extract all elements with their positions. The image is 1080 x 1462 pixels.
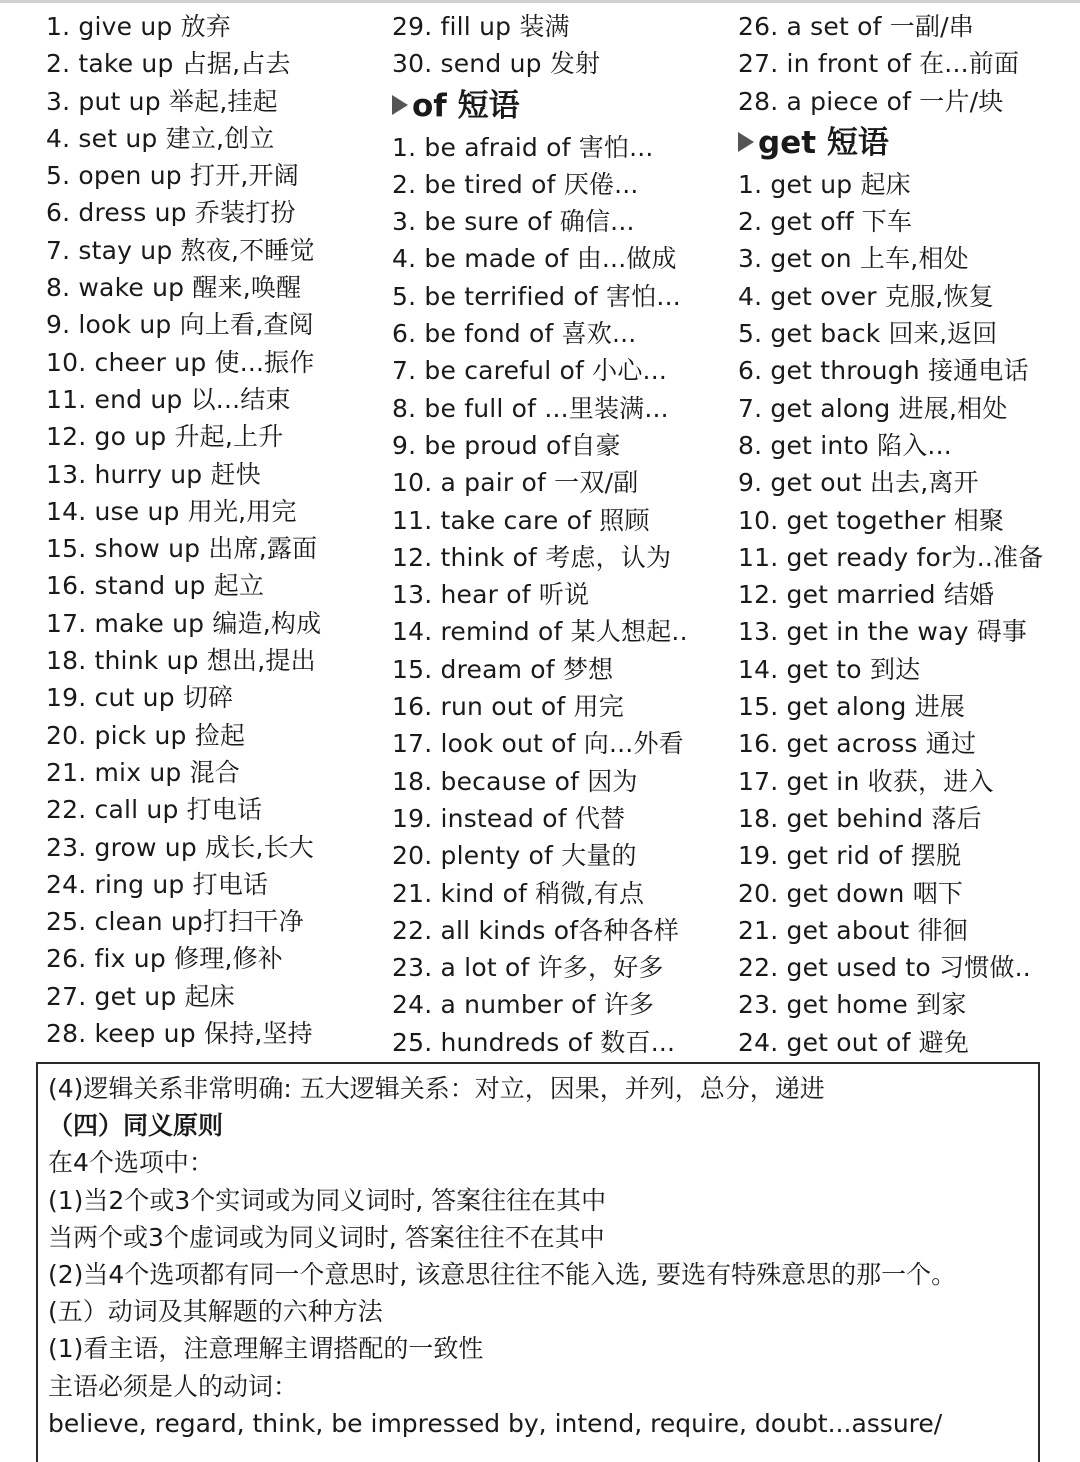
phrase-item: 9. get out 出去,离开 [738,468,979,498]
phrase-item: 20. plenty of 大量的 [392,841,637,871]
phrase-item: 29. fill up 装满 [392,12,570,41]
note-line: 当两个或3个虚词或为同义词时, 答案往往不在其中 [48,1222,605,1252]
phrase-item: 17. make up 编造,构成 [46,608,322,638]
note-line: (1)当2个或3个实词或为同义词时, 答案往往在其中 [48,1185,607,1215]
phrase-item: 3. put up 举起,挂起 [46,86,278,116]
phrase-item: 2. get off 下车 [738,207,913,237]
phrase-item: 15. get along 进展 [738,692,966,722]
phrase-item: 13. hear of 听说 [392,580,590,610]
phrase-item: 21. kind of 稍微,有点 [392,878,645,908]
phrase-item: 1. be afraid of 害怕... [392,132,654,162]
phrase-item: 1. get up 起床 [738,169,911,199]
phrase-item: 2. be tired of 厌倦... [392,169,639,199]
phrase-item: 19. cut up 切碎 [46,683,234,713]
phrase-item: 27. in front of 在...前面 [738,49,1020,79]
phrase-item: 10. a pair of 一双/副 [392,468,639,498]
phrase-columns [0,8,1080,1060]
phrase-item: 1. give up 放弃 [46,12,231,41]
phrase-item: 14. use up 用光,用完 [46,496,297,526]
phrase-item: 21. get about 徘徊 [738,915,968,945]
phrase-item: 8. be full of ...里装满... [392,393,669,423]
phrase-item: 12. go up 升起,上升 [46,422,284,452]
phrase-item: 28. a piece of 一片/块 [738,86,1004,116]
phrase-item: 25. clean up打扫干净 [46,907,304,937]
phrase-item: 26. a set of 一副/串 [738,12,974,41]
phrase-item: 17. get in 收获，进入 [738,766,994,796]
note-line: 主语必须是人的动词： [48,1371,299,1401]
phrase-item: 18. get behind 落后 [738,803,982,833]
phrase-item: 23. get home 到家 [738,990,967,1020]
of-phrases-heading: of 短语 [392,83,737,129]
phrase-item: 11. take care of 照顾 [392,505,650,535]
phrase-item: 6. get through 接通电话 [738,356,1029,386]
phrase-item: 11. get ready for为..准备 [738,542,1044,572]
phrase-item: 26. fix up 修理,修补 [46,944,284,974]
phrase-item: 17. look out of 向...外看 [392,729,684,759]
phrase-item: 13. hurry up 赶快 [46,459,261,489]
phrase-item: 4. be made of 由...做成 [392,244,677,274]
phrase-item: 5. be terrified of 害怕... [392,281,681,311]
phrase-item: 20. get down 咽下 [738,878,964,908]
phrase-item: 24. ring up 打电话 [46,869,269,899]
phrase-item: 4. get over 克服,恢复 [738,281,994,311]
phrase-item: 25. hundreds of 数百... [392,1027,676,1057]
phrase-item: 16. get across 通过 [738,729,977,759]
phrase-item: 6. dress up 乔装打扮 [46,198,296,228]
phrase-item: 20. pick up 捡起 [46,720,246,750]
phrase-item: 2. take up 占据,占去 [46,49,291,79]
phrase-item: 7. get along 进展,相处 [738,393,1008,423]
phrase-item: 4. set up 建立,创立 [46,123,275,153]
phrase-item: 16. stand up 起立 [46,571,265,601]
phrase-item: 10. cheer up 使...振作 [46,347,315,377]
phrase-item: 27. get up 起床 [46,981,235,1011]
phrase-item: 9. be proud of自豪 [392,430,621,460]
phrase-item: 13. get in the way 碍事 [738,617,1028,647]
phrase-item: 18. because of 因为 [392,766,638,796]
phrase-item: 28. keep up 保持,坚持 [46,1019,313,1049]
phrase-item: 21. mix up 混合 [46,757,241,787]
triangle-bullet-icon [392,95,408,115]
phrase-item: 24. get out of 避免 [738,1027,970,1057]
notes-box [36,1062,1040,1462]
triangle-bullet-icon [738,132,754,152]
phrase-item: 18. think up 想出,提出 [46,646,316,676]
phrase-item: 23. grow up 成长,长大 [46,832,314,862]
phrase-item: 19. get rid of 摆脱 [738,841,962,871]
note-line: (五）动词及其解题的六种方法 [48,1297,383,1327]
phrase-item: 22. get used to 习惯做.. [738,953,1031,983]
phrase-item: 12. think of 考虑，认为 [392,542,672,572]
phrase-item: 6. be fond of 喜欢... [392,319,637,349]
of-phrases-column [392,8,737,1061]
phrase-item: 7. stay up 熬夜,不睡觉 [46,235,315,265]
phrase-item: 22. call up 打电话 [46,795,263,825]
phrase-item: 14. remind of 某人想起.. [392,617,688,647]
phrase-item: 30. send up 发射 [392,49,601,79]
phrase-item: 9. look up 向上看,查阅 [46,310,314,340]
phrase-item: 5. get back 回来,返回 [738,319,998,349]
phrase-item: 8. wake up 醒来,唤醒 [46,273,302,303]
phrase-item: 10. get together 相聚 [738,505,1005,535]
phrase-item: 5. open up 打开,开阔 [46,161,299,191]
phrase-item: 15. dream of 梦想 [392,654,614,684]
phrase-item: 24. a number of 许多 [392,990,655,1020]
get-phrases-heading: get 短语 [738,120,1078,166]
phrase-item: 23. a lot of 许多，好多 [392,953,664,983]
phrase-item: 22. all kinds of各种各样 [392,915,680,945]
phrase-item: 16. run out of 用完 [392,692,624,722]
get-phrases-column [738,8,1078,1061]
phrase-item: 11. end up 以...结束 [46,384,291,414]
phrase-item: 3. get on 上车,相处 [738,244,969,274]
note-line: 在4个选项中： [48,1148,214,1178]
note-line: (2)当4个选项都有同一个意思时, 该意思往往不能入选, 要选有特殊意思的那一个。 [48,1259,957,1289]
note-line: (1)看主语，注意理解主谓搭配的一致性 [48,1334,484,1364]
phrase-item: 3. be sure of 确信... [392,207,635,237]
up-phrases-column [46,8,391,1052]
phrase-item: 14. get to 到达 [738,654,921,684]
note-line: (4)逻辑关系非常明确: 五大逻辑关系：对立，因果，并列，总分，递进 [48,1074,825,1103]
phrase-item: 15. show up 出席,露面 [46,534,318,564]
section-heading: （四）同义原则 [48,1111,224,1141]
phrase-item: 8. get into 陷入... [738,430,952,460]
top-divider [0,0,1080,3]
note-line: believe, regard, think, be impressed by, intend, require, doubt...assure/ [48,1408,943,1438]
phrase-item: 19. instead of 代替 [392,803,626,833]
phrase-item: 7. be careful of 小心... [392,356,667,386]
phrase-item: 12. get married 结婚 [738,580,995,610]
